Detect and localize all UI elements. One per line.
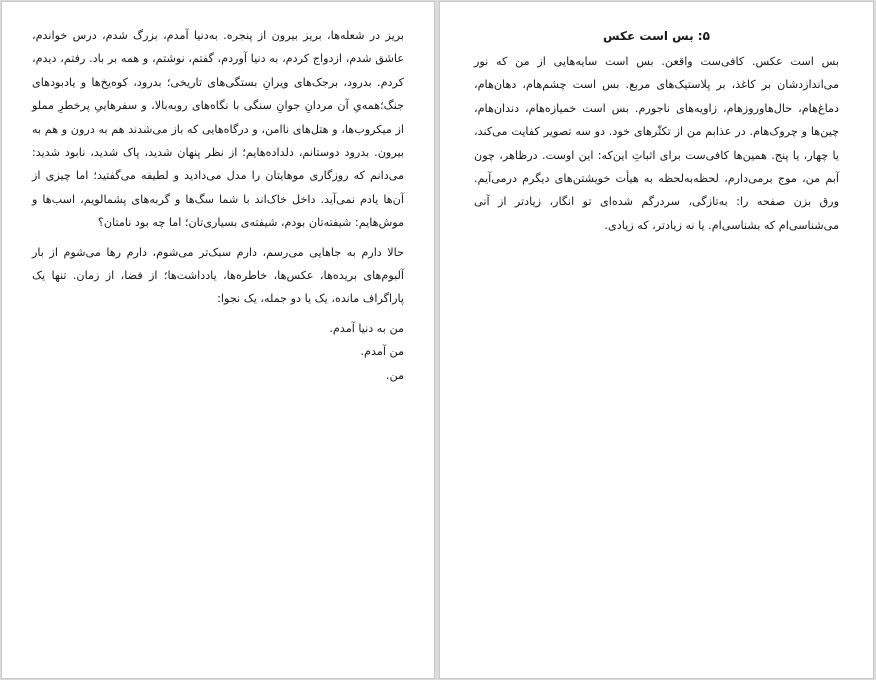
line: من به دنیا آمدم.: [329, 321, 404, 335]
line: من.: [385, 368, 404, 382]
section-title: ۵: بس است عکس: [603, 29, 710, 43]
left-page: [1, 1, 435, 679]
closing-lines: [32, 317, 404, 387]
paragraph: حالا دارم به جاهایی می‌رسم، دارم سبک‌تر می‌شوم، دارم رها می‌شوم از بار آلبوم‌های بریده‌ها، عکس‌ها، خاطره‌ها، یادداشت‌ها؛ از فضا، از زمان. تنها یک پاراگراف مانده، یک یا دو جمله، یک نجوا:: [32, 245, 404, 306]
right-page-text: [474, 26, 839, 243]
paragraph: بس است عکس. کافی‌ست واقعن. بس است سایه‌هایی از من که نور می‌اندازدشان بر کاغذ، بر پلاستیک‌های مربع. بس است چشم‌هام، دهان‌هام، دماغ‌هام، حال‌هاوروزهام، زاویه‌های ناجورم. بس است خمیازه‌هام، دندان‌هام، چین‌ها و چروک‌هام. در عذابم من از تکثّرهای خود. دو سه تصویر کفایت می‌کند، یا چهار، یا پنج. همین‌ها کافی‌ست برای اثباتِ این‌که: این اوست. درظاهر، چون آبم من، موج برمی‌دارم، لحظه‌به‌لحظه به هیأت خویشتن‌های دیگرم درمی‌آیم. ورق بزن صفحه را: به‌تازگی، سردرگم شده‌ای تو انگار، زیادتر از آنی می‌شناسی‌ام که بشناسی‌ام. یا نه زیادتر، که زیادی.: [474, 55, 839, 232]
left-page-text: [32, 24, 404, 387]
line: من آمدم.: [360, 345, 404, 359]
right-page: [439, 1, 874, 679]
paragraph: بریز در شعله‌ها، بریز بیرون از پنجره. به‌دنیا آمدم، بزرگ شدم، درس خواندم، عاشق شدم، ازدواج کردم، به دنیا آوردم، گفتم، نوشتم، و همه بر باد. رفتم، دیدم، کردم. بدرود، برجک‌های ویرانِ بستگی‌های تاریخی؛ بدرود، کوه‌یخ‌ها و یادبودهای جنگ؛همه‌یِ آن مردانِ جوانِ سنگی با نگاه‌های روبه‌بالا، و سفرهاییِ پرخطرِ مملو از میکروب‌ها، و هتل‌های ناامن، و درگاه‌هایی که باز می‌شدند هم به درون و هم به بیرون. بدرود دوستانم، دلداده‌هایم؛ از نظر پنهان شدید، پاک شدید، نابود شدید: می‌دانم که روزگاری موهایتان را مدل می‌دادید و لطیفه می‌گفتید؛ اما چیزی از آن‌ها یادم نمی‌آید. داخل خاک‌اند با شما سگ‌ها و گربه‌های پشمالویم، اسب‌ها و موش‌هایم: شیفته‌تان بودم، شیفته‌ی بسیاری‌تان؛ اما چه بود نامتان؟: [32, 29, 404, 230]
